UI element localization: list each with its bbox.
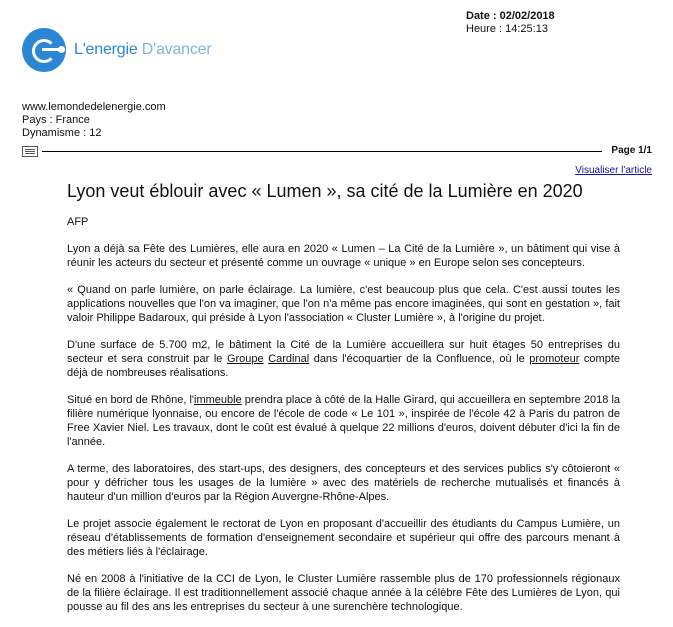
paragraph-7: Né en 2008 à l'initiative de la CCI de Lyon, le Cluster Lumière rassemble plus de 170 professionnels régionaux de la filière éclairage. Il est traditionnellement associé chaque année à la célèbre Fête des Lumières de Lyon, qui pousse au fil des ans les entreprises du secteur à une surenchère technologique. — [67, 573, 620, 613]
view-article-link[interactable]: Visualiser l'article — [575, 165, 652, 176]
source-info — [22, 101, 166, 140]
link-cardinal[interactable]: Cardinal — [268, 353, 310, 365]
header-meta — [466, 10, 555, 36]
paragraph-6: Le projet associe également le rectorat de Lyon en proposant d'accueillir des étudiants du Campus Lumière, un réseau d'établissements de formation d'enseignement secondaire et supérieur qui offre des parcours menant à des métiers liés à l'éclairage. — [67, 518, 620, 558]
paragraph-1: Lyon a déjà sa Fête des Lumières, elle aura en 2020 « Lumen – La Cité de la Lumière », un bâtiment qui vise à réunir les acteurs du secteur et présenté comme un ouvrage « unique » en Europe selon ses concepteurs. — [67, 243, 620, 269]
logo-text-light: D'avancer — [137, 41, 212, 58]
link-immeuble[interactable]: immeuble — [194, 394, 242, 406]
link-groupe[interactable]: Groupe — [226, 353, 264, 365]
paragraph-3: D'une surface de 5.700 m2, le bâtiment la Cité de la Lumière accueillera sur huit étages 50 entreprises du secteur et sera construit par le Groupe Cardinal dans l'écoquartier de la Confluence, où le promoteur compte déjà de nombreuses réalisations. — [67, 339, 620, 379]
source-site: www.lemondedelenergie.com — [22, 101, 166, 113]
logo-text-main: L'energie — [74, 41, 138, 58]
plug-icon — [22, 28, 66, 72]
article-title: Lyon veut éblouir avec « Lumen », sa cité de la Lumière en 2020 — [67, 181, 583, 201]
source-country: Pays : France — [22, 114, 90, 126]
page-number: Page 1/1 — [611, 145, 652, 156]
page-rule-row — [22, 145, 652, 159]
logo-text — [74, 41, 212, 59]
article-author: AFP — [67, 216, 89, 228]
date-label: Date : 02/02/2018 — [466, 10, 555, 22]
paragraph-2: « Quand on parle lumière, on parle éclairage. La lumière, c'est beaucoup plus que cela. C'est aussi toutes les applications nouvelles que l'on va imaginer, que l'on n'a même pas encore imaginées, qui sont en gestation », fait valoir Philippe Badaroux, qui préside à Lyon l'association « Cluster Lumière », à l'origine du projet. — [67, 284, 620, 324]
paragraph-5: A terme, des laboratoires, des start-ups, des designers, des concepteurs et des services publics s'y côtoieront « pour y défricher tous les usages de la lumière » avec des matériels de recherche mutualisés et financés à hauteur d'un million d'euros par la Région Auvergne-Rhône-Alpes. — [67, 463, 620, 503]
source-dynamism: Dynamisme : 12 — [22, 127, 102, 139]
article — [67, 180, 620, 627]
time-label: Heure : 14:25:13 — [466, 23, 548, 35]
link-promoteur[interactable]: promoteur — [529, 353, 580, 365]
document-icon — [22, 146, 38, 157]
divider — [42, 151, 602, 152]
paragraph-4: Situé en bord de Rhône, l'immeuble prendra place à côté de la Halle Girard, qui accueillera en septembre 2018 la filière numérique lyonnaise, ou encore de l'école de code « Le 101 », inspirée de l'école 42 à Paris du patron de Free Xavier Niel. Les travaux, dont le coût est évalué à quelque 22 millions d'euros, doivent débuter d'ici la fin de l'année. — [67, 394, 621, 448]
logo — [22, 28, 212, 72]
